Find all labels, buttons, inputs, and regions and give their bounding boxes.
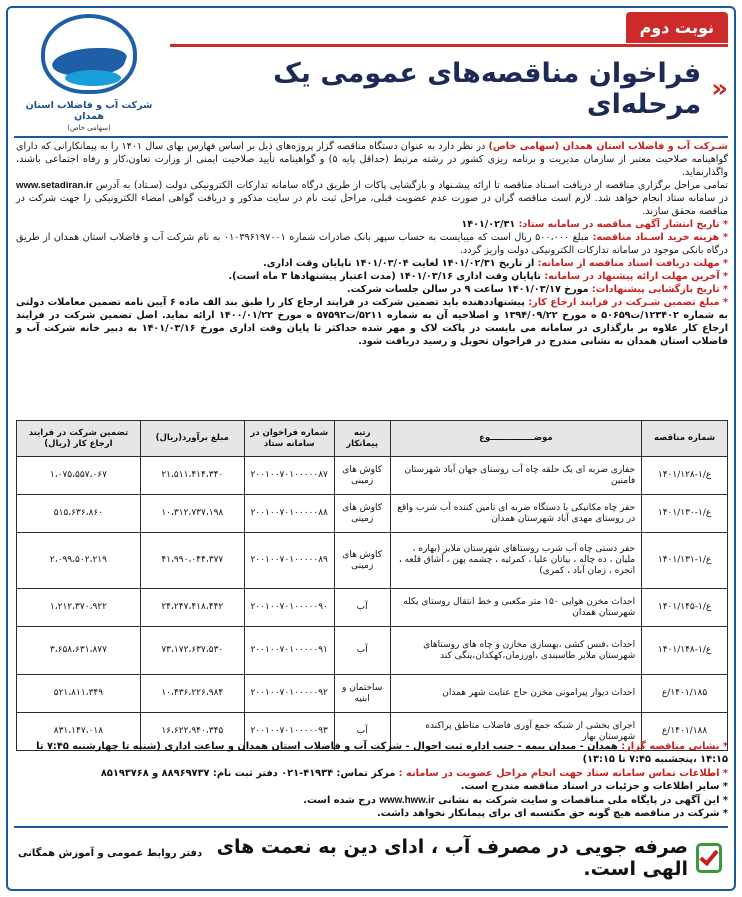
detail-value: تاپایان وقت اداری ۱۴۰۱/۰۳/۱۶ (مدت اعتبار پیشنهادها ۳ ماه است). xyxy=(228,271,541,282)
table-row xyxy=(17,589,728,627)
cell-bond: ۵۲۱،۸۱۱،۳۴۹ xyxy=(17,675,141,713)
note-label: * اطلاعات تماس سامانه ستاد جهت انجام مراحل عضویت در سامانه : xyxy=(395,767,728,779)
title-bar xyxy=(170,44,728,130)
cell-call-number: ۲۰۰۱۰۰۷۰۱۰۰۰۰۰۹۱ xyxy=(244,627,334,675)
cell-bond: ۸۳۱،۱۴۷،۰۱۸ xyxy=(17,713,141,751)
footer-divider xyxy=(14,826,728,828)
cell-estimate: ۲۱،۵۱۱،۴۱۴،۳۴۰ xyxy=(140,457,244,495)
detail-document-fee xyxy=(16,231,728,257)
cell-call-number: ۲۰۰۱۰۰۷۰۱۰۰۰۰۰۸۹ xyxy=(244,533,334,589)
detail-value: مورخ ۱۴۰۱/۰۳/۱۷ ساعت ۹ در سالن جلسات شرکت. xyxy=(346,284,589,295)
setad-link[interactable]: www.setadiran.ir xyxy=(16,180,93,191)
col-header-call-number: شماره فراخوان در سامانه ستاد xyxy=(244,421,334,457)
company-name-highlight: شـرکت آب و فاضلاب استان همدان (سهامی خاص) xyxy=(488,141,728,152)
logo-company-name: شرکت آب و فاضلاب استان همدان xyxy=(25,100,153,122)
tenders-table xyxy=(16,420,728,751)
intro-text-2b: در سامانه ستاد انجام خواهد شد. لازم است مناقصه گران در صورت عدم عضویت قبلی، مراحل ثبت نام در سایت مذکور و دریافت گواهی امضاء الکترونیکی را جهت شرکت در مناقصه محقق سازند. xyxy=(16,193,728,217)
header-divider xyxy=(14,136,728,138)
cell-bond: ۵۱۵،۶۳۶،۸۶۰ xyxy=(17,495,141,533)
cell-number: ع/۱-۱۴۰۱/۱۴۵ xyxy=(642,589,728,627)
note-text: درج شده است. xyxy=(303,794,380,806)
note-value: همدان - میدان بیمه - جنب اداره ثبت احوال - شرکت آب و فاضلاب استان همدان و ساعت اداری (شنبه تا چهارشنبه ۷:۴۵ تا ۱۴:۱۵ ،پنجشنبه ۷:۴۵ تا ۱۳:۱۵) xyxy=(36,741,728,766)
detail-label: * مبلغ تضمین شـرکت در فرایند ارجاع کار: xyxy=(524,297,729,308)
cell-estimate: ۴۱،۹۹۰،۰۴۴،۳۷۷ xyxy=(140,533,244,589)
cell-bond: ۱،۰۷۵،۵۵۷،۰۶۷ xyxy=(17,457,141,495)
detail-label: * تاریخ انتشار آگهی مناقصه در سامانه ستاد: xyxy=(515,219,728,230)
detail-publish-date xyxy=(16,218,728,231)
notes-section xyxy=(16,740,728,820)
cell-estimate: ۱۶،۶۲۲،۹۴۰،۳۴۵ xyxy=(140,713,244,751)
intro-section xyxy=(16,140,728,348)
col-header-subject: موضـــــــــــــــوع xyxy=(390,421,641,457)
cell-subject: حفر چاه مکانیکی با دستگاه ضربه ای تامین کننده آب شرب واقع در روستای مهدی آباد شهرستان همدان xyxy=(390,495,641,533)
table-row xyxy=(17,495,728,533)
cell-estimate: ۲۴،۲۴۷،۴۱۸،۴۴۲ xyxy=(140,589,244,627)
cell-number: ع/۱-۱۴۰۱/۱۳۰ xyxy=(642,495,728,533)
checkmark-icon xyxy=(696,843,722,873)
col-header-bond: تضمین شرکت در فرایند ارجاع کار (ریال) xyxy=(17,421,141,457)
note-website xyxy=(16,794,728,807)
cell-subject: حفاری ضربه ای یک حلقه چاه آب روستای جهان آباد شهرستان فامنین xyxy=(390,457,641,495)
cell-subject: اجرای بخشی از شبکه جمع آوری فاضلاب مناطق پراکنده شهرستان بهار xyxy=(390,713,641,751)
cell-call-number: ۲۰۰۱۰۰۷۰۱۰۰۰۰۰۸۸ xyxy=(244,495,334,533)
water-drop-logo-icon xyxy=(41,14,137,94)
intro-text-2a: تمامی مراحل برگزاری مناقصه از دریافت اسـناد مناقصه تا ارائه پیشـنهاد و بازگشایی پاکات از طریق درگاه سامانه تدارکات الکترونیکی دولت (سـتاد) به آدرس xyxy=(95,180,728,191)
intro-paragraph-1 xyxy=(16,140,728,179)
detail-value: مبلغ ۵۰۰،۰۰۰ ریال است که میبایست به حساب سپهر بانک صادرات شماره ۰۱۰۳۹۶۱۹۷۰۰۱ به نام شرکت آب و فاضلاب استان همدان از طریق درگاه بانکی موجود در سامانه تدارکات الکترونیکی دولت واریز گردد. xyxy=(16,232,728,256)
cell-call-number: ۲۰۰۱۰۰۷۰۱۰۰۰۰۰۹۳ xyxy=(244,713,334,751)
cell-number: ۱۴۰۱/۱۸۸/ع xyxy=(642,713,728,751)
cell-estimate: ۱۰،۴۳۶،۲۲۶،۹۸۴ xyxy=(140,675,244,713)
detail-bond xyxy=(16,296,728,348)
footer-slogan xyxy=(202,836,722,880)
note-label: * نشانی مناقصه گزار: xyxy=(617,741,728,752)
cell-subject: احداث مخزن هوایی ۱۵۰ متر مکعبی و خط انتقال روستای یکله شهرستان همدان xyxy=(390,589,641,627)
note-support xyxy=(16,767,728,780)
cell-call-number: ۲۰۰۱۰۰۷۰۱۰۰۰۰۰۸۷ xyxy=(244,457,334,495)
cell-number: ع/۱-۱۴۰۱/۱۲۸ xyxy=(642,457,728,495)
cell-rank: کاوش های زمینی xyxy=(334,495,390,533)
cell-bond: ۱،۲۱۲،۳۷۰،۹۲۲ xyxy=(17,589,141,627)
logo-company-sub: (سهامی خاص) xyxy=(67,124,111,132)
table-row xyxy=(17,627,728,675)
cell-number: ۱۴۰۱/۱۸۵/ع xyxy=(642,675,728,713)
cell-number: ع/۱-۱۴۰۱/۱۳۱ xyxy=(642,533,728,589)
footer-department: دفتر روابط عمومی و آموزش همگانی xyxy=(18,848,203,859)
company-logo xyxy=(14,14,164,134)
table-row xyxy=(17,533,728,589)
detail-value: از تاریخ ۱۴۰۱/۰۲/۳۱ لغایت ۱۴۰۱/۰۳/۰۴ تاپایان وقت اداری. xyxy=(263,258,535,269)
cell-call-number: ۲۰۰۱۰۰۷۰۱۰۰۰۰۰۹۰ xyxy=(244,589,334,627)
detail-label: * آخرین مهلت ارائه پیشنهاد در سامانه: xyxy=(540,271,728,282)
cell-call-number: ۲۰۰۱۰۰۷۰۱۰۰۰۰۰۹۲ xyxy=(244,675,334,713)
table-row xyxy=(17,457,728,495)
note-value: مرکز تماس: ۴۱۹۳۴-۰۲۱ دفتر ثبت نام: ۸۸۹۶۹۷۳۷ و ۸۵۱۹۳۷۶۸ xyxy=(100,767,396,779)
cell-bond: ۳،۶۵۸،۶۳۱،۸۷۷ xyxy=(17,627,141,675)
note-text: * این آگهی در پایگاه ملی مناقصات و سایت شرکت به نشانی xyxy=(434,794,728,806)
cell-rank: ساختمان و ابنیه xyxy=(334,675,390,713)
col-header-estimate: مبلغ برآورد(ریال) xyxy=(140,421,244,457)
detail-value: ۱۴۰۱/۰۲/۳۱ xyxy=(461,219,516,230)
cell-subject: حفر دستی چاه آب شرب روستاهای شهرستان ملایر (بهاره ، ملیان ، ده چاله ، بیاتان علیا ، کمرئیه ، چشمه پهن ، آشاق قلعه ، اتجره ، زمان آباد ، کمری) xyxy=(390,533,641,589)
cell-rank: کاوش های زمینی xyxy=(334,457,390,495)
detail-opening-date xyxy=(16,283,728,296)
cell-rank: آب xyxy=(334,589,390,627)
detail-value: پیشنهاددهنده باید تضمین شرکت در فرایند ارجاع کار را طبق بند الف ماده ۶ آیین نامه تضمین معاملات دولتی به شماره ۱۲۳۴۰۲/ت۵۰۶۵۹ ه مورخ ۱۳۹۴/۰۹/۲۲ و اصلاحیه آن به شماره ۵۲۱۱/ت۵۷۵۹۲ ه مورخ ۱۴۰۰/۰۱/۲۲ ارائه نماید. اصل تضمین شرکت در فرایند ارجاع کار علاوه بر بارگذاری در سامانه می بایست در پاکت لاک و مهر شده حداکثر تا پایان وقت اداری مورخ ۱۴۰۱/۰۳/۱۶ به دبیر خانه شرکت آب و فاضلاب استان همدان به نشانی مندرج در فراخوان تحویل و رسید دریافت شود. xyxy=(16,297,728,347)
detail-label: * مهلت دریافت اسناد مناقصه از سامانه: xyxy=(534,258,728,269)
hww-link[interactable]: www.hww.ir xyxy=(379,794,435,806)
edition-badge: نوبت دوم xyxy=(626,12,728,43)
double-chevron-icon: « xyxy=(711,73,728,104)
col-header-number: شماره مناقصه xyxy=(642,421,728,457)
cell-number: ع/۱-۱۴۰۱/۱۴۸ xyxy=(642,627,728,675)
cell-subject: احداث دیوار پیرامونی مخزن حاج عنایت شهر همدان xyxy=(390,675,641,713)
detail-download-deadline xyxy=(16,257,728,270)
note-address xyxy=(16,740,728,767)
cell-bond: ۲،۰۹۹،۵۰۲،۲۱۹ xyxy=(17,533,141,589)
intro-paragraph-2 xyxy=(16,179,728,218)
note-no-right: * شرکت در مناقصه هیچ گونه حق مکتسبه ای برای پیمانکار نخواهد داشت. xyxy=(376,808,728,820)
cell-rank: آب xyxy=(334,627,390,675)
intro-text-1: در نظر دارد به عنوان دستگاه مناقصه گزار پروژه‌های ذیل بر اساس فهارس بهای سال ۱۴۰۱ را به پیمانکارانی که دارای گواهینامه صلاحیت معتبر از سازمان مدیریت و برنامه ریزی کشور در رشته مرتبط (حداقل پایه ۵) و گواهینامه تأیید صلاحیت ایمنی از وزارت تعاون،کار و رفاه اجتماعی باشند، واگذارنماید. xyxy=(16,141,728,178)
cell-rank: آب xyxy=(334,713,390,751)
page-title: فراخوان مناقصه‌های عمومی یک مرحله‌ای xyxy=(273,57,702,120)
note-more-info: * سایر اطلاعات و جزئیات در اسناد مناقصه مندرج است. xyxy=(460,781,728,793)
detail-submit-deadline xyxy=(16,270,728,283)
slogan-text: صرفه جویی در مصرف آب ، ادای دین به نعمت های الهی است. xyxy=(216,836,688,880)
cell-subject: احداث ،فنس کشی ،بهسازی مخازن و چاه های روستاهای شهرستان ملایر طاسبندی ،اورزمان،کهکدان،ینگی کند xyxy=(390,627,641,675)
detail-label: * هزینه خرید اسـناد مناقصه: xyxy=(588,232,728,243)
cell-estimate: ۱۰،۳۱۲،۷۳۷،۱۹۸ xyxy=(140,495,244,533)
detail-label: * تاریخ بازگشایی پیشنهادات: xyxy=(588,284,728,295)
table-header-row xyxy=(17,421,728,457)
col-header-rank: رتبه پیمانکار xyxy=(334,421,390,457)
cell-rank: کاوش های زمینی xyxy=(334,533,390,589)
cell-estimate: ۷۳،۱۷۲،۶۳۷،۵۳۰ xyxy=(140,627,244,675)
table-row xyxy=(17,675,728,713)
